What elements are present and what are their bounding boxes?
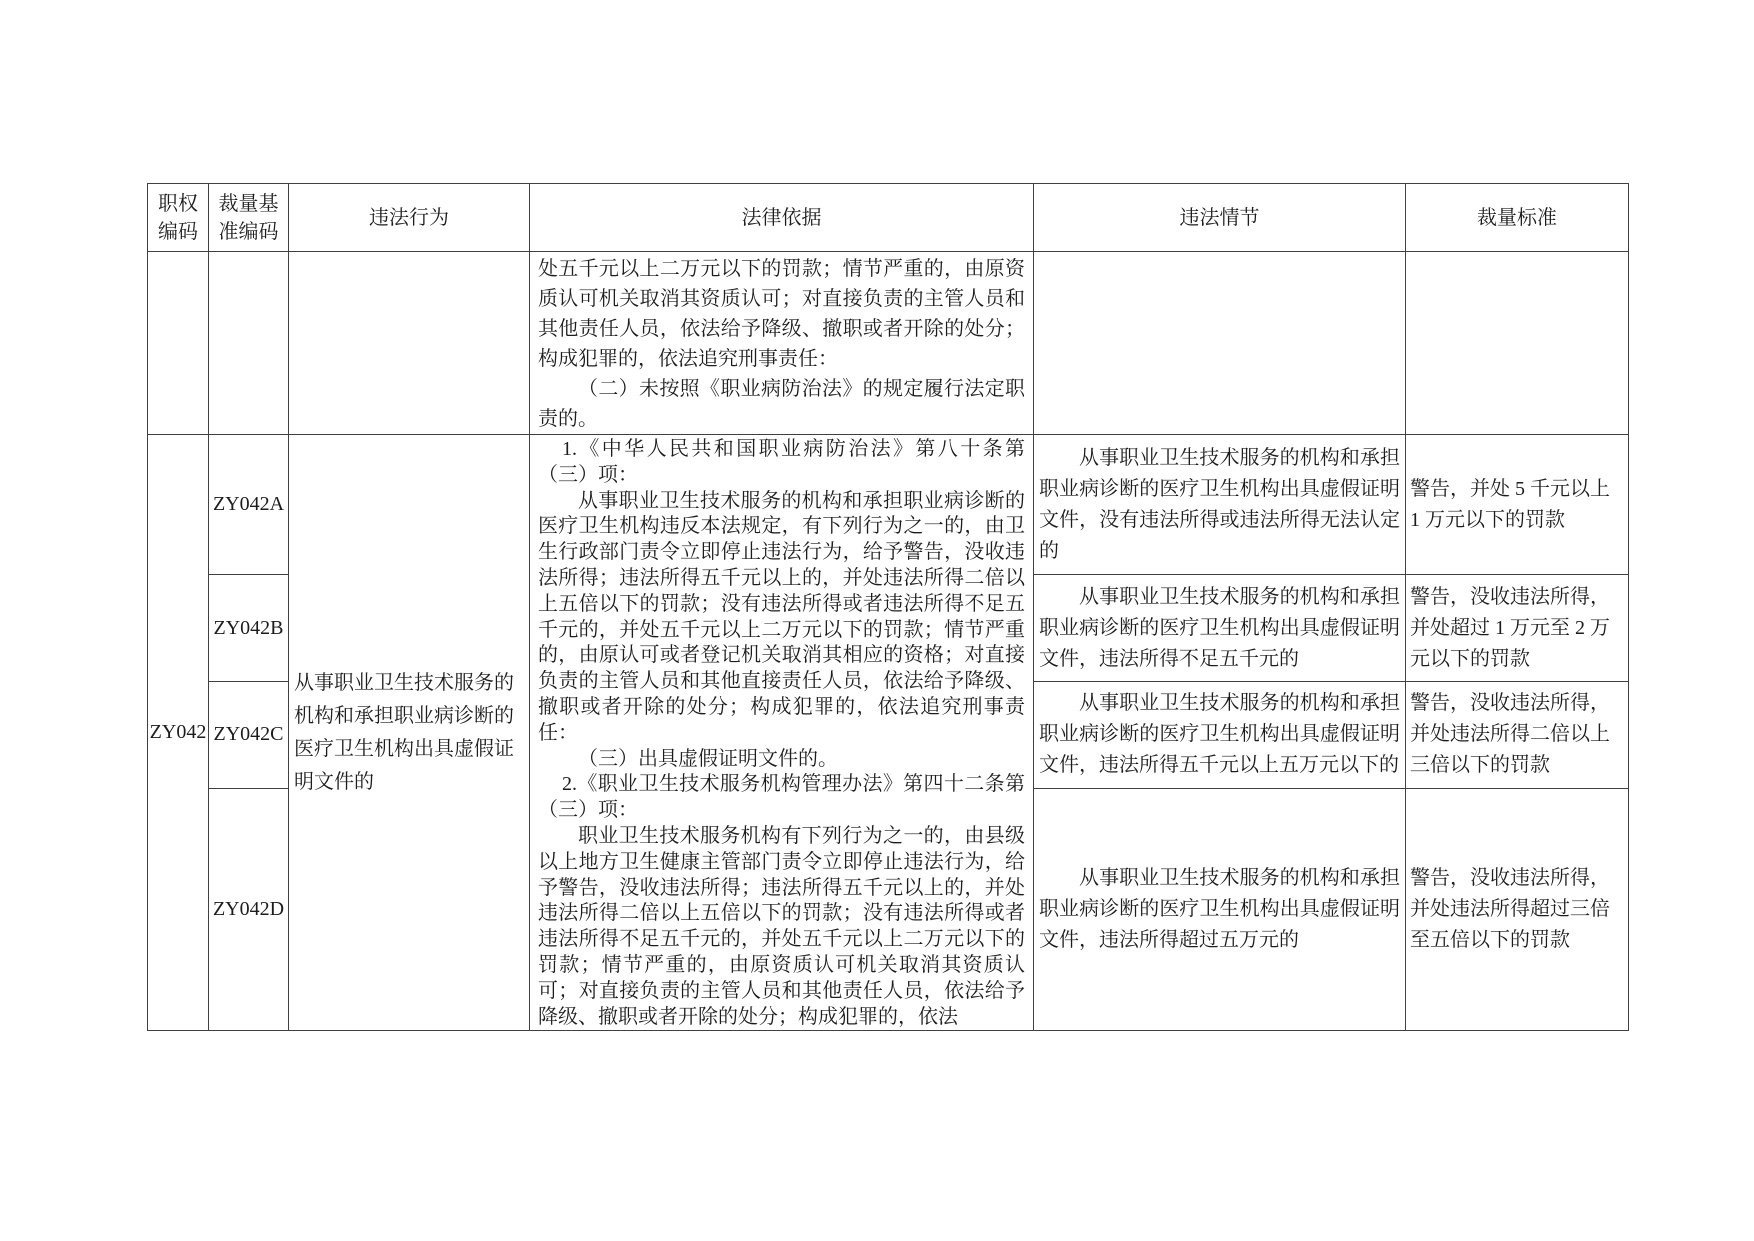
legal-basis-cell [530, 435, 1034, 1031]
header-discretion-standard: 裁量标准 [1406, 184, 1629, 252]
header-legal-basis: 法律依据 [530, 184, 1034, 252]
paragraph: 1.《中华人民共和国职业病防治法》第八十条第（三）项： [538, 438, 1025, 486]
circumstance-cell-zy042a [1034, 435, 1406, 575]
paragraph: 警告，没收违法所得，并处违法所得超过三倍至五倍以下的罚款 [1410, 866, 1610, 951]
authority-code-cell: ZY042 [148, 435, 209, 1031]
header-row [148, 184, 1629, 252]
paragraph: 从事职业卫生技术服务的机构和承担职业病诊断的医疗卫生机构出具虚假证明文件，没有违法所得或违法所得无法认定的 [1039, 446, 1400, 562]
continuation-behavior-cell [289, 252, 530, 435]
benchmark-code-cell-zy042a: ZY042A [209, 435, 289, 575]
header-authority-code: 职权编码 [148, 184, 209, 252]
paragraph: （三）出具虚假证明文件的。 [578, 747, 838, 770]
paragraph: 从事职业卫生技术服务的机构和承担职业病诊断的医疗卫生机构出具虚假证明文件，违法所得不足五千元的 [1039, 585, 1400, 670]
continuation-legal-basis-cell [530, 252, 1034, 435]
paragraph: 从事职业卫生技术服务的机构和承担职业病诊断的医疗卫生机构违反本法规定，有下列行为之一的，由卫生行政部门责令立即停止违法行为，给予警告，没收违法所得；违法所得五千元以上的，并处违法所得二倍以上五倍以下的罚款；没有违法所得或者违法所得不足五千元的，并处五千元以上二万元以下的罚款；情节严重的，由原认可或者登记机关取消其相应的资格；对直接负责的主管人员和其他直接责任人员，依法给予降级、撤职或者开除的处分；构成犯罪的，依法追究刑事责任： [538, 489, 1025, 744]
discretion-standards-table [147, 183, 1629, 1031]
header-violation-circumstance: 违法情节 [1034, 184, 1406, 252]
header-violation-behavior: 违法行为 [289, 184, 530, 252]
paragraph: 从事职业卫生技术服务的机构和承担职业病诊断的医疗卫生机构出具虚假证明文件，违法所得超过五万元的 [1039, 866, 1400, 951]
paragraph: 从事职业卫生技术服务的机构和承担职业病诊断的医疗卫生机构出具虚假证明文件，违法所得五千元以上五万元以下的 [1039, 692, 1400, 777]
continuation-circumstance-cell [1034, 252, 1406, 435]
standard-cell-zy042b [1406, 575, 1629, 682]
paragraph: （二）未按照《职业病防治法》的规定履行法定职责的。 [538, 378, 1025, 430]
paragraph: 处五千元以上二万元以下的罚款；情节严重的，由原资质认可机关取消其资质认可；对直接负责的主管人员和其他责任人员，依法给予降级、撤职或者开除的处分；构成犯罪的，依法追究刑事责任： [538, 258, 1025, 370]
benchmark-code-cell-zy042c: ZY042C [209, 682, 289, 789]
standard-cell-zy042a [1406, 435, 1629, 575]
paragraph: 警告，并处 5 千元以上 1 万元以下的罚款 [1410, 477, 1610, 531]
standard-cell-zy042d [1406, 788, 1629, 1031]
paragraph: 职业卫生技术服务机构有下列行为之一的，由县级以上地方卫生健康主管部门责令立即停止违法行为，给予警告，没收违法所得；违法所得五千元以上的，并处违法所得二倍以上五倍以下的罚款；没有违法所得或者违法所得不足五千元的，并处五千元以上二万元以下的罚款；情节严重的，由原资质认可机关取消其资质认可；对直接负责的主管人员和其他责任人员，依法给予降级、撤职或者开除的处分；构成犯罪的，依法 [538, 824, 1025, 1028]
continuation-authority-code-cell [148, 252, 209, 435]
header-benchmark-code: 裁量基准编码 [209, 184, 289, 252]
table-row-zy042a [148, 435, 1629, 575]
paragraph: 警告，没收违法所得，并处超过 1 万元至 2 万元以下的罚款 [1410, 585, 1610, 670]
circumstance-cell-zy042b [1034, 575, 1406, 682]
violation-behavior-cell: 从事职业卫生技术服务的机构和承担职业病诊断的医疗卫生机构出具虚假证明文件的 [289, 435, 530, 1031]
continuation-standard-cell [1406, 252, 1629, 435]
circumstance-cell-zy042d [1034, 788, 1406, 1031]
benchmark-code-cell-zy042b: ZY042B [209, 575, 289, 682]
standard-cell-zy042c [1406, 682, 1629, 789]
paragraph: 警告，没收违法所得，并处违法所得二倍以上三倍以下的罚款 [1410, 692, 1610, 777]
continuation-benchmark-code-cell [209, 252, 289, 435]
circumstance-cell-zy042c [1034, 682, 1406, 789]
benchmark-code-cell-zy042d: ZY042D [209, 788, 289, 1031]
continuation-row [148, 252, 1629, 435]
paragraph: 2.《职业卫生技术服务机构管理办法》第四十二条第（三）项： [538, 773, 1025, 822]
